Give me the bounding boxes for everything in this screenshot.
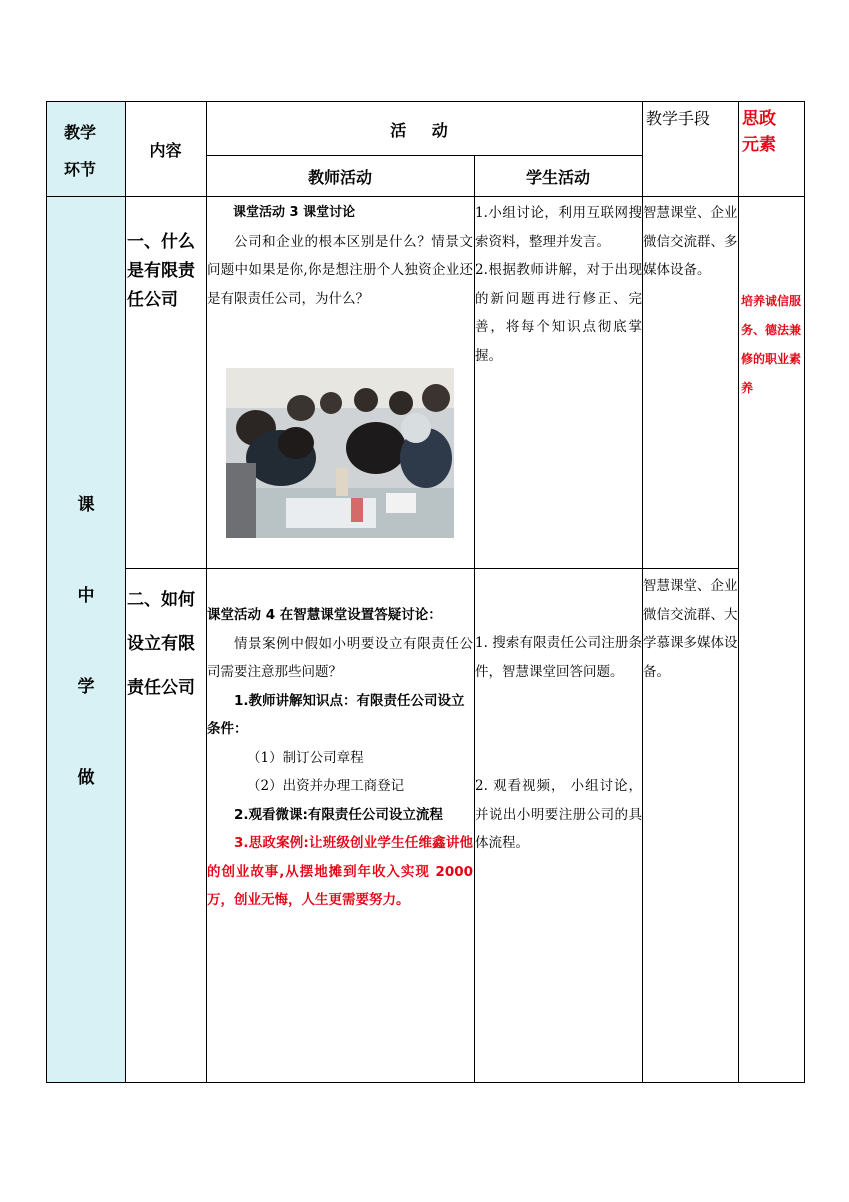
stage-char-1: 课: [77, 495, 95, 515]
section2-title: 二、如何设立有限责任公司: [127, 590, 195, 698]
header-ideology: 思政元素: [742, 109, 776, 155]
header-activity: 活 动: [390, 120, 458, 140]
grid-top: [46, 101, 805, 102]
section2-teacher: [207, 601, 473, 915]
grid-v-teacher: [474, 155, 475, 1083]
section2-point1-b: （2）出资并办理工商登记: [247, 778, 405, 794]
header-teacher: 教师活动: [307, 168, 372, 187]
section2-point2: 2.观看微课:有限责任公司设立流程: [234, 806, 443, 823]
stage-char-3: 学: [77, 677, 95, 697]
header-means: 教学手段: [646, 109, 711, 128]
header-content: 内容: [149, 141, 182, 160]
section2-means: 智慧课堂、企业微信交流群、大学慕课多媒体设备。: [643, 578, 738, 680]
stage-label: [47, 490, 125, 854]
section1-title: 一、什么是有限责任公司: [127, 232, 195, 310]
section1-teacher-body: 公司和企业的根本区别是什么？情景文问题中如果是你,你是想注册个人独资企业还是有限责任公司，为什么？: [207, 233, 473, 307]
grid-v-left: [46, 101, 47, 1083]
section1-teacher-title: 课堂活动 3 课堂讨论: [233, 205, 356, 220]
grid-v-right: [804, 101, 805, 1083]
grid-v-stage: [125, 101, 126, 1083]
section1-ideology: 培养诚信服务、德法兼修的职业素养: [741, 294, 802, 395]
grid-bottom: [46, 1082, 805, 1083]
section1-means: 智慧课堂、企业微信交流群、多媒体设备。: [643, 205, 738, 278]
grid-header-bottom: [46, 196, 805, 197]
section1-student-1: 1.小组讨论，利用互联网搜索资料，整理并发言。: [475, 205, 642, 250]
grid-v-means: [738, 101, 739, 1083]
header-student: 学生活动: [525, 168, 590, 187]
section2-student-1: 1. 搜索有限责任公司注册条件，智慧课堂回答问题。: [475, 635, 642, 680]
header-stage: 教学环节: [64, 123, 97, 179]
section1-teacher: [207, 199, 473, 313]
grid-v-student: [642, 101, 643, 1083]
section1-student: [475, 199, 642, 370]
grid-activity-split: [206, 155, 642, 156]
classroom-photo: [226, 368, 454, 538]
stage-char-2: 中: [77, 586, 95, 606]
grid-section-split: [125, 568, 739, 569]
stage-char-4: 做: [77, 768, 95, 788]
grid-v-content: [206, 101, 207, 1083]
section2-teacher-case: 情景案例中假如小明要设立有限责任公司需要注意那些问题？: [207, 635, 473, 680]
section2-student-2: 2. 观看视频， 小组讨论，并说出小明要注册公司的具体流程。: [475, 778, 642, 851]
section2-point1: 1.教师讲解知识点：有限责任公司设立条件：: [207, 692, 465, 737]
section2-point1-a: （1）制订公司章程: [247, 749, 364, 766]
section1-student-2: 2.根据教师讲解，对于出现的新问题再进行修正、完善，将每个知识点彻底掌握。: [475, 262, 642, 364]
section2-point3: 3.思政案例:让班级创业学生任维鑫讲他的创业故事,从摆地摊到年收入实现 2000 万，创业无悔，人生更需要努力。: [207, 835, 473, 908]
section2-teacher-title: 课堂活动 4 在智慧课堂设置答疑讨论：: [207, 607, 442, 623]
